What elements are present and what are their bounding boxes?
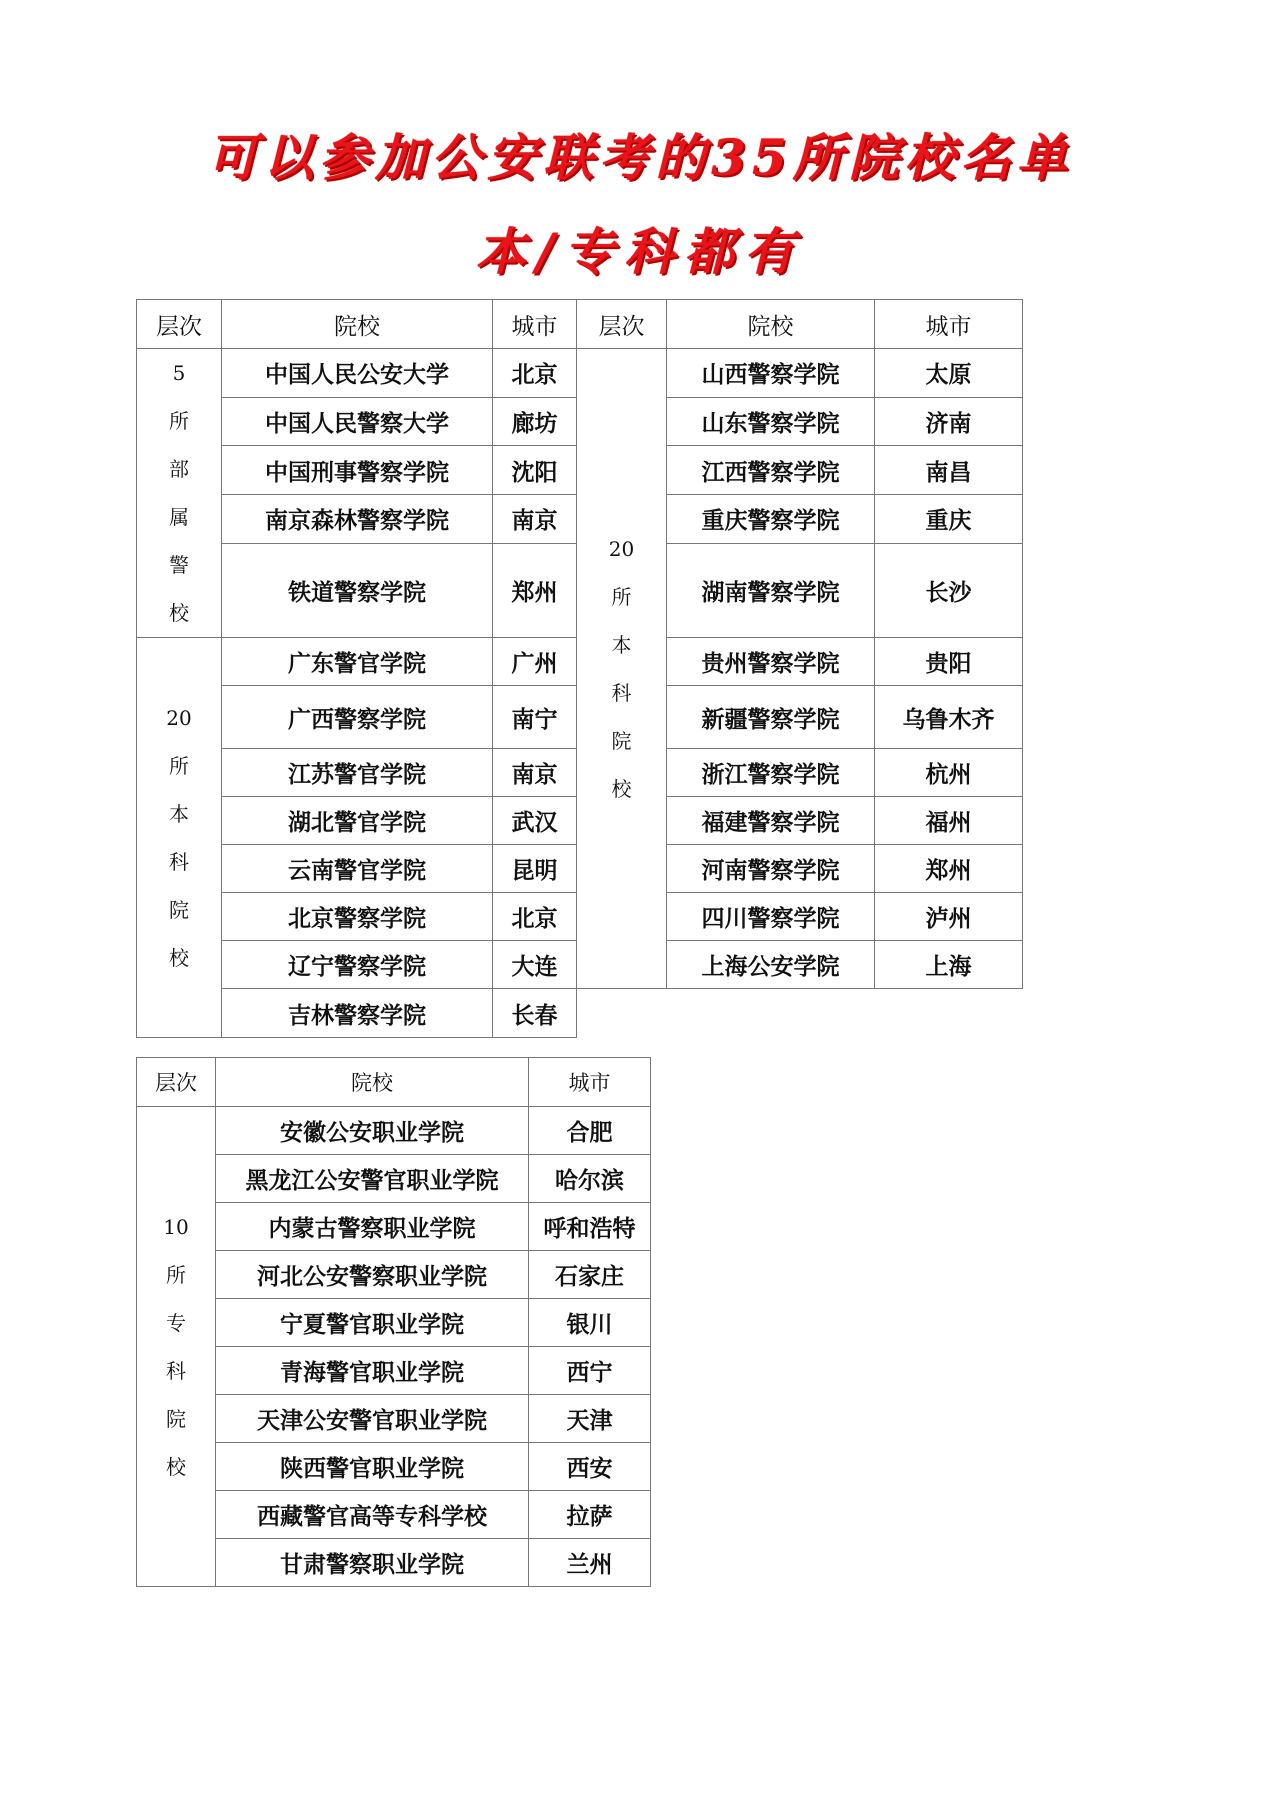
level-undergrad-20-left: 20 所 本 科 院 校 xyxy=(137,638,222,1038)
school-city: 南昌 xyxy=(875,446,1023,495)
table-header-row xyxy=(137,1058,651,1107)
school-name: 云南警官学院 xyxy=(222,845,493,893)
header-city: 城市 xyxy=(875,300,1023,349)
school-city: 贵阳 xyxy=(875,638,1023,686)
school-name: 中国人民公安大学 xyxy=(222,349,493,398)
school-city: 西宁 xyxy=(529,1347,651,1395)
level-vocational-10: 10 所 专 科 院 校 xyxy=(137,1107,216,1587)
table-row xyxy=(137,1107,651,1155)
table-row xyxy=(137,989,1023,1038)
header-level: 层次 xyxy=(577,300,667,349)
school-city: 北京 xyxy=(493,349,577,398)
school-name: 广西警察学院 xyxy=(222,686,493,749)
school-name: 黑龙江公安警官职业学院 xyxy=(216,1155,529,1203)
school-city: 哈尔滨 xyxy=(529,1155,651,1203)
school-name: 山西警察学院 xyxy=(667,349,875,398)
header-school: 院校 xyxy=(667,300,875,349)
school-city: 北京 xyxy=(493,893,577,941)
level-undergrad-20-right: 20 所 本 科 院 校 xyxy=(577,349,667,989)
page-title: 可以参加公安联考的35所院校名单 xyxy=(207,128,1073,187)
header-school: 院校 xyxy=(222,300,493,349)
school-city: 大连 xyxy=(493,941,577,989)
school-city: 呼和浩特 xyxy=(529,1203,651,1251)
school-city: 郑州 xyxy=(493,543,577,637)
school-name: 内蒙古警察职业学院 xyxy=(216,1203,529,1251)
school-name: 四川警察学院 xyxy=(667,893,875,941)
school-city: 济南 xyxy=(875,397,1023,446)
school-city: 武汉 xyxy=(493,797,577,845)
school-name: 湖北警官学院 xyxy=(222,797,493,845)
school-name: 辽宁警察学院 xyxy=(222,941,493,989)
school-name: 青海警官职业学院 xyxy=(216,1347,529,1395)
school-name: 天津公安警官职业学院 xyxy=(216,1395,529,1443)
school-name: 中国刑事警察学院 xyxy=(222,446,493,495)
school-name: 宁夏警官职业学院 xyxy=(216,1299,529,1347)
school-city: 长春 xyxy=(493,989,577,1038)
school-name: 安徽公安职业学院 xyxy=(216,1107,529,1155)
school-city: 沈阳 xyxy=(493,446,577,495)
empty-cell xyxy=(577,989,1023,1038)
school-name: 上海公安学院 xyxy=(667,941,875,989)
school-city: 银川 xyxy=(529,1299,651,1347)
school-city: 昆明 xyxy=(493,845,577,893)
school-name: 重庆警察学院 xyxy=(667,495,875,544)
school-city: 上海 xyxy=(875,941,1023,989)
school-name: 浙江警察学院 xyxy=(667,749,875,797)
school-city: 郑州 xyxy=(875,845,1023,893)
school-city: 太原 xyxy=(875,349,1023,398)
school-name: 铁道警察学院 xyxy=(222,543,493,637)
school-name: 湖南警察学院 xyxy=(667,543,875,637)
school-city: 廊坊 xyxy=(493,397,577,446)
table-row xyxy=(137,349,1023,398)
header-city: 城市 xyxy=(529,1058,651,1107)
school-city: 南京 xyxy=(493,495,577,544)
school-city: 兰州 xyxy=(529,1539,651,1587)
level-ministry-5: 5 所 部 属 警 校 xyxy=(137,349,222,638)
school-city: 南京 xyxy=(493,749,577,797)
undergraduate-table xyxy=(136,299,1023,1038)
school-city: 广州 xyxy=(493,638,577,686)
school-name: 南京森林警察学院 xyxy=(222,495,493,544)
school-city: 合肥 xyxy=(529,1107,651,1155)
school-name: 河北公安警察职业学院 xyxy=(216,1251,529,1299)
school-name: 甘肃警察职业学院 xyxy=(216,1539,529,1587)
school-city: 西安 xyxy=(529,1443,651,1491)
header-school: 院校 xyxy=(216,1058,529,1107)
school-city: 长沙 xyxy=(875,543,1023,637)
school-city: 杭州 xyxy=(875,749,1023,797)
school-city: 南宁 xyxy=(493,686,577,749)
school-city: 泸州 xyxy=(875,893,1023,941)
school-name: 山东警察学院 xyxy=(667,397,875,446)
school-name: 西藏警官高等专科学校 xyxy=(216,1491,529,1539)
page-subtitle: 本/专科都有 xyxy=(475,222,805,281)
vocational-table xyxy=(136,1057,651,1587)
school-name: 福建警察学院 xyxy=(667,797,875,845)
table-header-row xyxy=(137,300,1023,349)
school-name: 江苏警官学院 xyxy=(222,749,493,797)
school-city: 重庆 xyxy=(875,495,1023,544)
school-city: 拉萨 xyxy=(529,1491,651,1539)
header-city: 城市 xyxy=(493,300,577,349)
school-name: 吉林警察学院 xyxy=(222,989,493,1038)
school-name: 江西警察学院 xyxy=(667,446,875,495)
school-name: 广东警官学院 xyxy=(222,638,493,686)
school-name: 中国人民警察大学 xyxy=(222,397,493,446)
header-level: 层次 xyxy=(137,300,222,349)
school-name: 贵州警察学院 xyxy=(667,638,875,686)
school-city: 福州 xyxy=(875,797,1023,845)
school-city: 天津 xyxy=(529,1395,651,1443)
school-city: 石家庄 xyxy=(529,1251,651,1299)
header-level: 层次 xyxy=(137,1058,216,1107)
school-name: 新疆警察学院 xyxy=(667,686,875,749)
school-name: 北京警察学院 xyxy=(222,893,493,941)
school-city: 乌鲁木齐 xyxy=(875,686,1023,749)
school-name: 河南警察学院 xyxy=(667,845,875,893)
school-name: 陕西警官职业学院 xyxy=(216,1443,529,1491)
